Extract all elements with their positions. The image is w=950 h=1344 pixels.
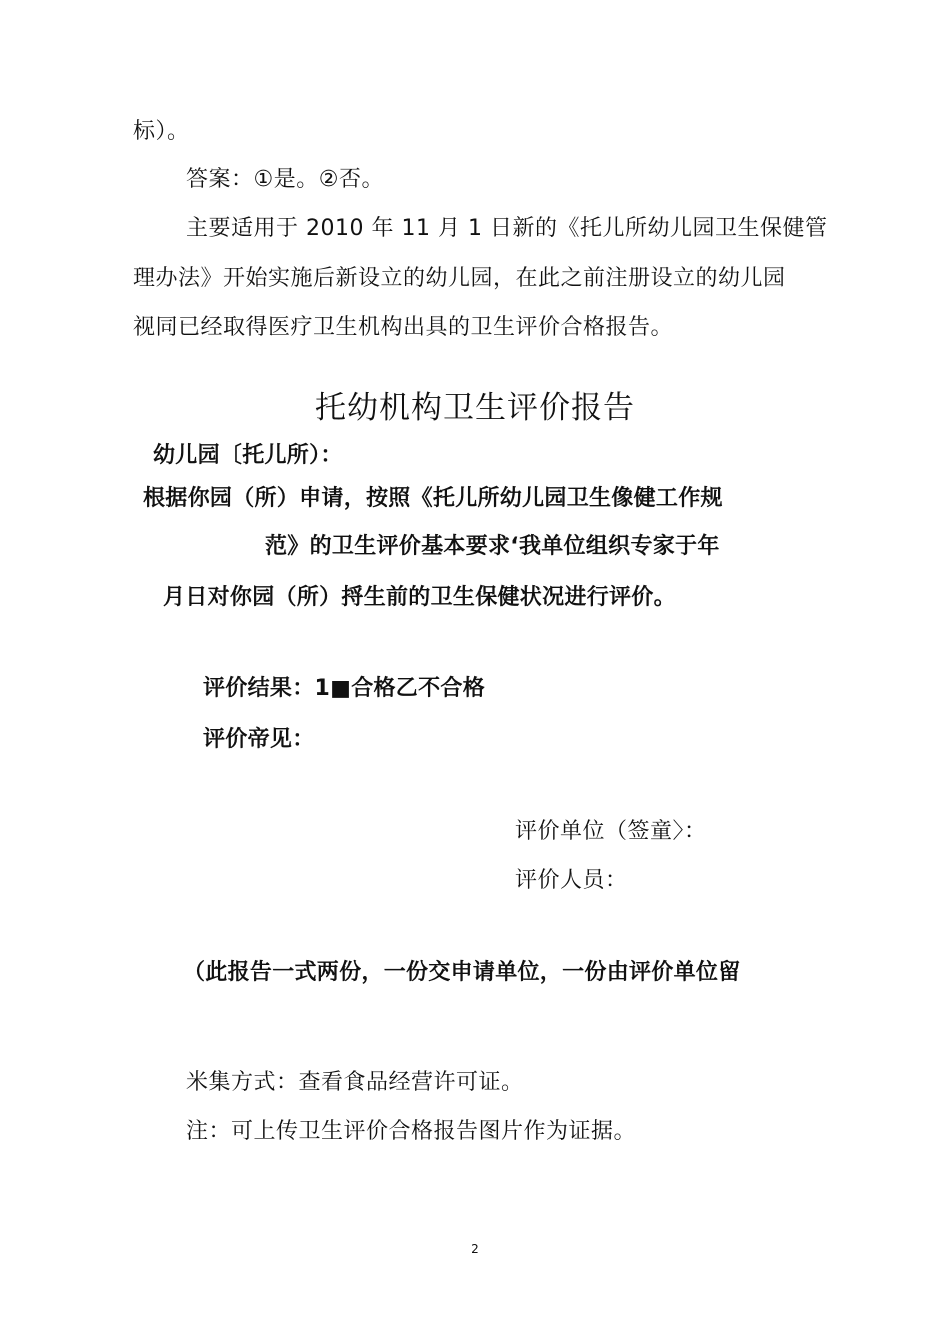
intro-paragraph-line-1: 主要适用于 2010 年 11 月 1 日新的《托儿所幼儿园卫生保健管 (186, 216, 828, 241)
report-body-line-2: 范》的卫生评价基本要求‘我单位组织专家于年 (265, 534, 720, 559)
report-body-line-1: 根据你园（所）申请，按照《托儿所幼儿园卫生像健工作规 (143, 486, 723, 511)
report-addressee: 幼儿园〔托儿所）： (153, 443, 343, 468)
evaluation-opinion: 评价帝见： (203, 727, 315, 752)
answer-line: 答案：①是。②否。 (186, 167, 384, 192)
intro-paragraph-line-2: 理办法》开始实施后新设立的幼儿园，在此之前注册设立的幼儿园 (133, 266, 786, 291)
intro-paragraph-line-3: 视同已经取得医疗卫生机构出具的卫生评价合格报告。 (133, 315, 674, 340)
report-body-line-3: 月日对你园（所）捋生前的卫生保健状况进行评价。 (163, 585, 676, 610)
evaluation-result: 评价结果：1■合格乙不合格 (203, 676, 485, 701)
intro-line-1: 标）。 (133, 119, 190, 144)
signature-person: 评价人员： (515, 868, 628, 893)
remark-line: 注：可上传卫生评价合格报告图片作为证据。 (186, 1119, 637, 1144)
report-title: 托幼机构卫生评价报告 (315, 390, 635, 426)
report-copies-note: （此报告一式两份，一份交申请单位，一份由评价单位留 (183, 960, 741, 985)
page-number: 2 (471, 1242, 479, 1256)
signature-unit: 评价单位（签童〉： (515, 819, 707, 844)
collection-method: 米集方式：查看食品经营许可证。 (186, 1070, 524, 1095)
